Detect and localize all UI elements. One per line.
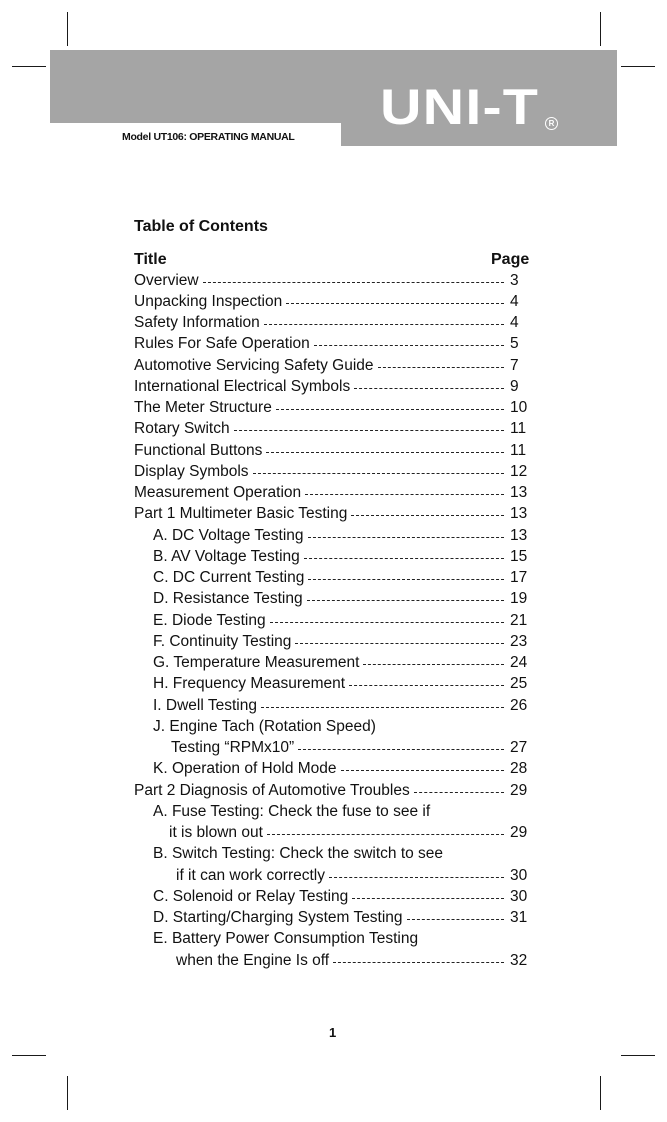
- toc-entry-page: 13: [510, 505, 528, 523]
- toc-entry-page: 4: [510, 292, 519, 310]
- toc-entry-leader: [349, 685, 504, 686]
- toc-entry-title: A. DC Voltage Testing: [153, 526, 304, 544]
- crop-mark-bottom-right-vertical: [600, 1076, 601, 1110]
- toc-entry-leader: [351, 515, 504, 516]
- toc-entry-leader: [363, 664, 504, 665]
- toc-entry-page: 4: [510, 314, 519, 331]
- toc-entry-title: Unpacking Inspection: [134, 292, 283, 310]
- toc-entry-page: 29: [510, 824, 528, 841]
- toc-entry-leader: [276, 409, 504, 410]
- toc-entry-leader: [203, 282, 504, 283]
- toc-entry-leader: [341, 770, 504, 771]
- toc-entry-page: 30: [510, 887, 528, 905]
- toc-entry-title: Functional Buttons: [134, 441, 263, 459]
- toc-entry-leader: [407, 919, 504, 920]
- crop-mark-top-left-horizontal: [12, 66, 46, 67]
- toc-entry-leader: [308, 579, 504, 580]
- toc-entry-title: J. Engine Tach (Rotation Speed): [153, 717, 376, 735]
- toc-entry-leader: [270, 622, 504, 623]
- toc-entry-page: 23: [510, 632, 528, 650]
- toc-entry-page: 7: [510, 356, 519, 374]
- toc-entry[interactable]: [153, 759, 540, 780]
- toc-entry[interactable]: [134, 376, 540, 397]
- toc-entry[interactable]: [134, 504, 540, 525]
- toc-entry-leader: [314, 345, 504, 346]
- toc-entry-page: 12: [510, 462, 528, 480]
- toc-entry-title: D. Resistance Testing: [153, 590, 303, 608]
- toc-entry[interactable]: [153, 674, 540, 695]
- toc-entry[interactable]: [134, 398, 540, 419]
- toc-entry-page: 17: [510, 569, 528, 586]
- toc-entry-page: 15: [510, 547, 528, 565]
- toc-entry-title: Overview: [134, 271, 199, 289]
- toc-entry-title: D. Starting/Charging System Testing: [153, 909, 403, 926]
- toc-entry[interactable]: [176, 950, 540, 971]
- toc-entry-title: The Meter Structure: [134, 399, 272, 416]
- toc-entry-page: 19: [510, 590, 528, 608]
- toc-entry-leader: [414, 792, 504, 793]
- toc-entry[interactable]: [134, 461, 540, 482]
- toc-entry-leader: [298, 749, 504, 750]
- toc-entry-leader: [354, 388, 504, 389]
- toc-entry[interactable]: [153, 631, 540, 652]
- toc-entry[interactable]: [153, 908, 540, 929]
- toc-entry-page: 32: [510, 951, 528, 969]
- toc-entry[interactable]: [134, 780, 540, 801]
- crop-mark-top-left-vertical: [67, 12, 68, 46]
- toc-column-title: Title: [134, 251, 167, 268]
- toc-entry-page: 28: [510, 760, 528, 778]
- toc-entry[interactable]: [153, 716, 540, 737]
- toc-entry[interactable]: [153, 929, 540, 950]
- registered-mark-icon: R: [545, 117, 558, 130]
- toc-entry-page: 13: [510, 526, 528, 544]
- toc-entry[interactable]: [153, 844, 540, 865]
- toc-entry-leader: [305, 494, 504, 495]
- toc-entry-page: 25: [510, 675, 528, 693]
- toc-entry[interactable]: [134, 355, 540, 376]
- crop-mark-top-right-horizontal: [621, 66, 655, 67]
- toc-entry[interactable]: [134, 483, 540, 504]
- toc-entry-title: Display Symbols: [134, 462, 249, 480]
- toc-entry-leader: [261, 707, 504, 708]
- toc-entry[interactable]: [153, 886, 540, 907]
- toc-entry-page: 24: [510, 654, 528, 671]
- toc-entry-leader: [329, 877, 504, 878]
- toc-entry[interactable]: [153, 525, 540, 546]
- toc-entry[interactable]: [153, 695, 540, 716]
- toc-entry[interactable]: [153, 653, 540, 674]
- toc-entry[interactable]: [134, 270, 540, 291]
- toc-entry-page: 9: [510, 377, 519, 395]
- brand-logo: UNI-T: [380, 79, 540, 135]
- toc-entry-title: Part 1 Multimeter Basic Testing: [134, 505, 348, 523]
- toc-entry[interactable]: [169, 823, 540, 844]
- toc-entry-title: K. Operation of Hold Mode: [153, 760, 337, 778]
- toc-entry-page: 11: [510, 441, 527, 459]
- toc-entry-leader: [266, 452, 504, 453]
- toc-entry[interactable]: [153, 568, 540, 589]
- toc-entry-title: Rules For Safe Operation: [134, 335, 310, 353]
- toc-entry[interactable]: [153, 610, 540, 631]
- toc-column-page: Page: [491, 251, 530, 268]
- toc-entry-leader: [378, 367, 504, 368]
- toc-entry-title: I. Dwell Testing: [153, 696, 257, 714]
- toc-entry[interactable]: [134, 419, 540, 440]
- toc-entry[interactable]: [134, 440, 540, 461]
- toc-heading: Table of Contents: [134, 218, 268, 235]
- toc-entry-leader: [304, 558, 504, 559]
- toc-entry-title: it is blown out: [169, 824, 263, 841]
- toc-entry-leader: [234, 430, 504, 431]
- toc-entry-leader: [333, 962, 504, 963]
- toc-entry-title: A. Fuse Testing: Check the fuse to see if: [153, 802, 431, 820]
- toc-entry-title: when the Engine Is off: [176, 951, 330, 969]
- toc-entry-title: G. Temperature Measurement: [153, 654, 360, 671]
- toc-entry-page: 10: [510, 399, 528, 416]
- toc-entry-title: E. Battery Power Consumption Testing: [153, 930, 419, 948]
- toc-entry-page: 5: [510, 335, 519, 353]
- toc-entry-leader: [307, 600, 504, 601]
- toc-entry-title: F. Continuity Testing: [153, 632, 292, 650]
- toc-entry-leader: [253, 473, 504, 474]
- toc-entry-title: if it can work correctly: [176, 866, 326, 884]
- crop-mark-bottom-left-vertical: [67, 1076, 68, 1110]
- toc-entry-leader: [264, 324, 504, 325]
- toc-entry-title: C. Solenoid or Relay Testing: [153, 887, 349, 905]
- toc-entry-title: Rotary Switch: [134, 420, 230, 438]
- toc-entry-page: 13: [510, 484, 528, 501]
- toc-entry-title: Part 2 Diagnosis of Automotive Troubles: [134, 781, 410, 799]
- toc-entry-page: 31: [510, 909, 528, 926]
- toc-entry-page: 11: [510, 420, 527, 438]
- toc-entry-title: Safety Information: [134, 314, 260, 331]
- toc-entry-page: 3: [510, 271, 519, 289]
- toc-entry-page: 30: [510, 866, 528, 884]
- toc-entry-title: C. DC Current Testing: [153, 569, 305, 586]
- toc-entry[interactable]: [153, 546, 540, 567]
- toc-entry[interactable]: [134, 334, 540, 355]
- toc-entry-title: Automotive Servicing Safety Guide: [134, 356, 374, 374]
- toc-entry-title: Testing “RPMx10”: [171, 739, 295, 756]
- toc-entry-leader: [286, 303, 504, 304]
- crop-mark-top-right-vertical: [600, 12, 601, 46]
- toc-entry-leader: [295, 643, 504, 644]
- page-number: 1: [329, 1025, 337, 1040]
- toc-entry-page: 26: [510, 696, 528, 714]
- toc-entry-title: H. Frequency Measurement: [153, 675, 346, 693]
- toc-entry[interactable]: [134, 313, 540, 334]
- crop-mark-bottom-left-horizontal: [12, 1055, 46, 1056]
- toc-entry-page: 21: [510, 611, 528, 629]
- model-label: Model UT106: OPERATING MANUAL: [122, 131, 295, 143]
- toc-entry-leader: [352, 898, 504, 899]
- toc-entry[interactable]: [153, 801, 540, 822]
- toc-entry-title: International Electrical Symbols: [134, 377, 351, 395]
- toc-entry-title: B. Switch Testing: Check the switch to see: [153, 845, 444, 863]
- toc-entry-page: 29: [510, 781, 528, 799]
- toc-entry[interactable]: [171, 738, 540, 759]
- toc-entry-page: 27: [510, 739, 528, 756]
- toc-entry-leader: [308, 537, 505, 538]
- crop-mark-bottom-right-horizontal: [621, 1055, 655, 1056]
- toc-entry-leader: [267, 834, 504, 835]
- toc-entry-title: Measurement Operation: [134, 484, 302, 501]
- toc-entry[interactable]: [153, 589, 540, 610]
- toc-entry[interactable]: [176, 865, 540, 886]
- toc-entry-title: B. AV Voltage Testing: [153, 547, 300, 565]
- toc-entry-title: E. Diode Testing: [153, 611, 266, 629]
- toc-entry[interactable]: [134, 291, 540, 312]
